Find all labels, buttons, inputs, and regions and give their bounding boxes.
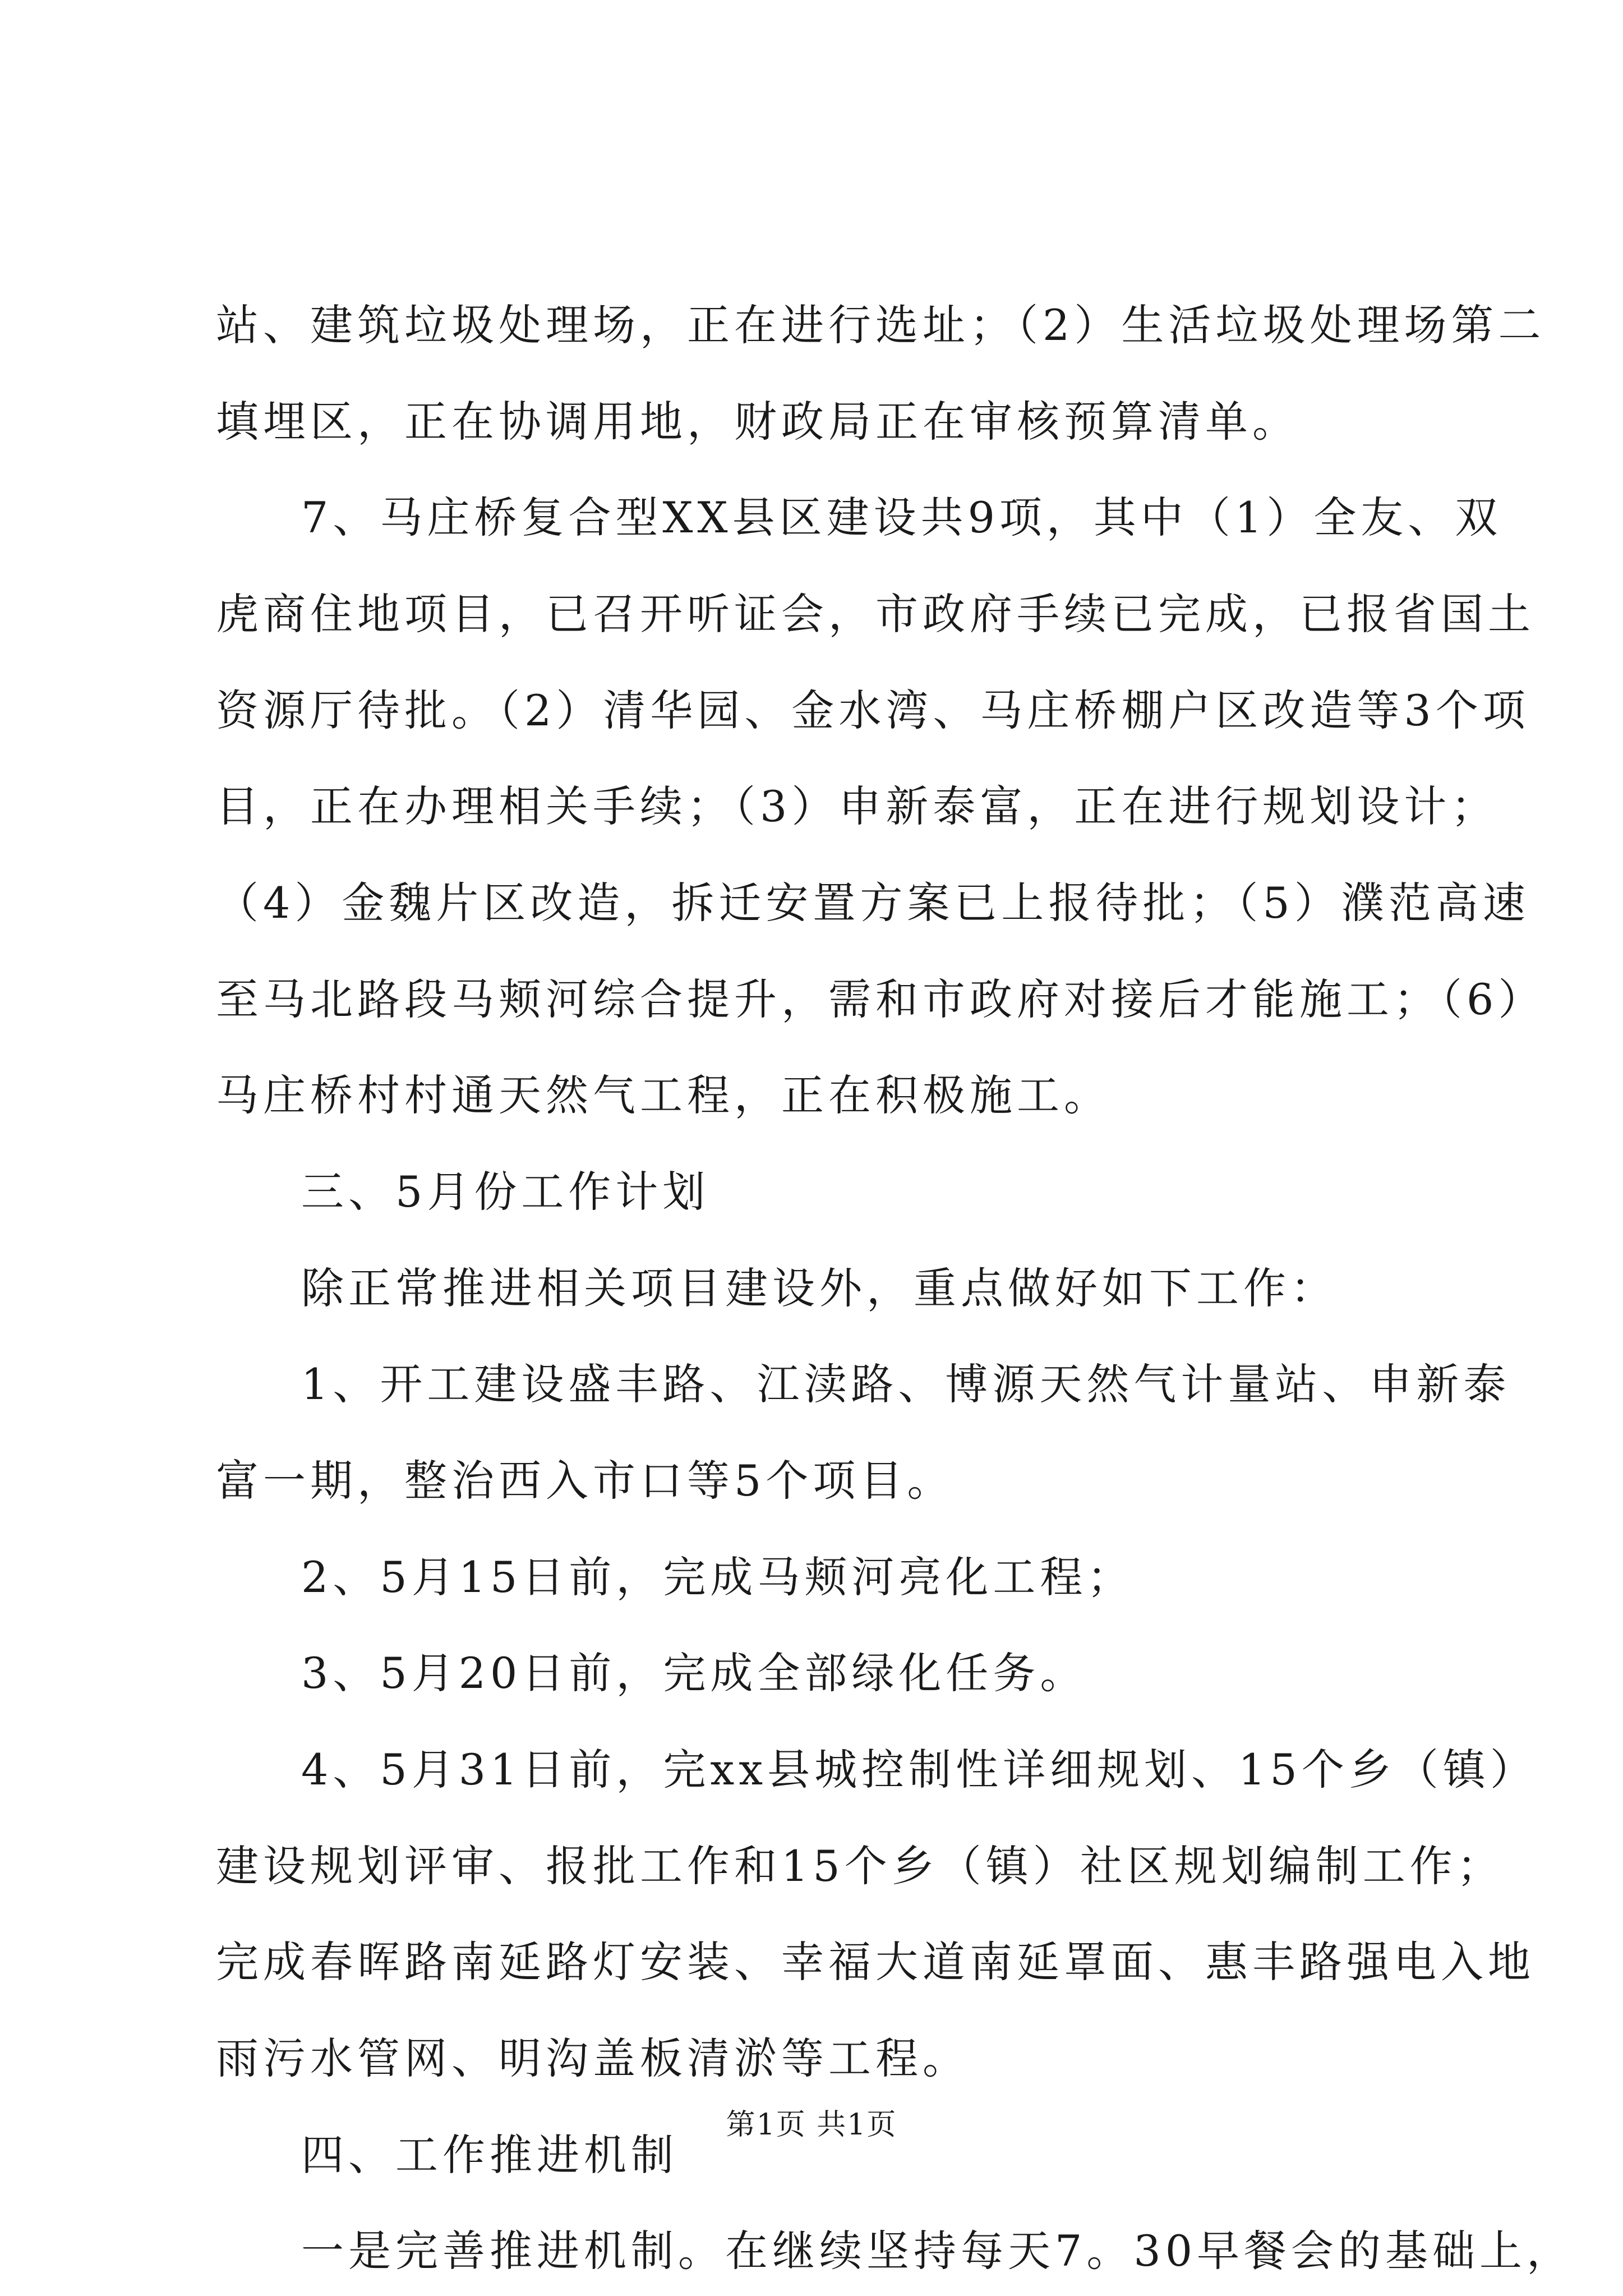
body-text-line: 填埋区，正在协调用地，财政局正在审核预算清单。 — [216, 397, 1299, 447]
paragraph-start-line: 3、5月20日前，完成全部绿化任务。 — [301, 1648, 1087, 1698]
paragraph-start-line: 4、5月31日前，完xx县城控制性详细规划、15个乡（镇） — [301, 1745, 1537, 1795]
body-text-line: 站、建筑垃圾处理场，正在进行选址；（2）生活垃圾处理场第二 — [216, 300, 1546, 350]
body-text-line: 虎商住地项目，已召开听证会，市政府手续已完成，已报省国土 — [216, 589, 1535, 639]
body-text-line: （4）金魏片区改造，拆迁安置方案已上报待批；（5）濮范高速 — [216, 878, 1530, 928]
body-text-line: 马庄桥村村通天然气工程，正在积极施工。 — [216, 1070, 1111, 1120]
body-text-line: 雨污水管网、明沟盖板清淤等工程。 — [216, 2033, 970, 2083]
paragraph-start-line: 一是完善推进机制。在继续坚持每天7。30早餐会的基础上， — [301, 2226, 1574, 2276]
section-heading: 四、工作推进机制 — [301, 2130, 678, 2180]
body-text-line: 完成春晖路南延路灯安装、幸福大道南延罩面、惠丰路强电入地 — [216, 1937, 1535, 1987]
body-text-line: 至马北路段马颊河综合提升，需和市政府对接后才能施工；（6） — [216, 974, 1546, 1024]
section-heading: 三、5月份工作计划 — [301, 1167, 710, 1217]
body-text-line: 富一期，整治西入市口等5个项目。 — [216, 1456, 955, 1506]
paragraph-start-line: 1、开工建设盛丰路、江渎路、博源天然气计量站、申新泰 — [301, 1359, 1511, 1409]
paragraph-start-line: 2、5月15日前，完成马颊河亮化工程； — [301, 1552, 1135, 1602]
paragraph-start-line: 除正常推进相关项目建设外，重点做好如下工作： — [301, 1263, 1338, 1313]
body-text-line: 目，正在办理相关手续；（3）申新泰富，正在进行规划设计； — [216, 781, 1498, 831]
paragraph-start-line: 7、马庄桥复合型XX县区建设共9项，其中（1）全友、双 — [301, 493, 1502, 542]
body-text-line: 资源厅待批。（2）清华园、金水湾、马庄桥棚户区改造等3个项 — [216, 685, 1530, 735]
page-footer: 第1页 共1页 — [726, 2108, 897, 2142]
body-text-line: 建设规划评审、报批工作和15个乡（镇）社区规划编制工作； — [216, 1841, 1504, 1891]
